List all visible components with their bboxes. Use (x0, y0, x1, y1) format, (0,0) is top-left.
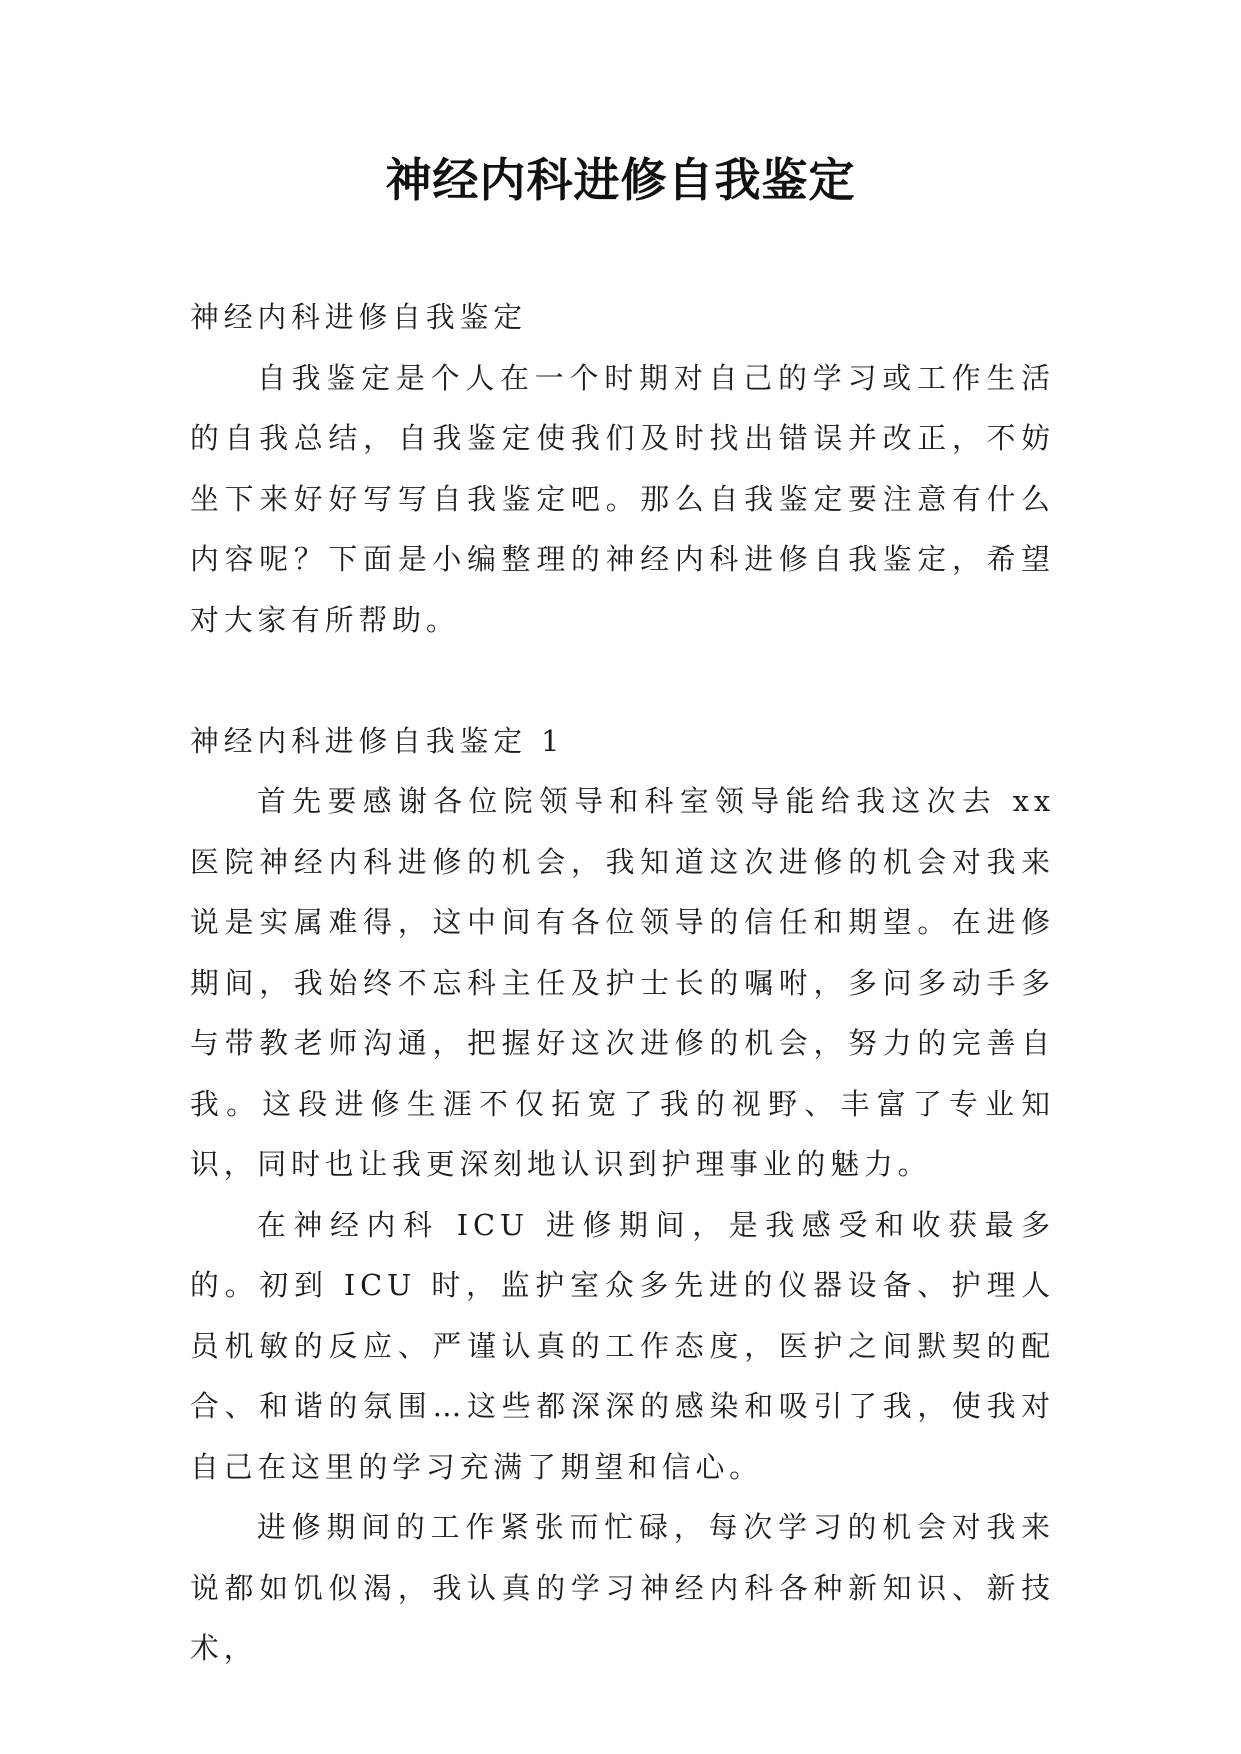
document-title: 神经内科进修自我鉴定 (385, 153, 856, 207)
document-body (190, 287, 1055, 1679)
section-paragraph: 首先要感谢各位院领导和科室领导能给我这次去 xx 医院神经内科进修的机会，我知道这次进修的机会对我来说是实属难得，这中间有各位领导的信任和期望。在进修期间，我始终不忘科主任及护士长的嘱咐，多问多动手多与带教老师沟通，把握好这次进修的机会，努力的完善自我。这段进修生涯不仅拓宽了我的视野、丰富了专业知识，同时也让我更深刻地认识到护理事业的魅力。 (190, 784, 1055, 1181)
intro-paragraph: 自我鉴定是个人在一个时期对自己的学习或工作生活的自我总结，自我鉴定使我们及时找出错误并改正，不妨坐下来好好写写自我鉴定吧。那么自我鉴定要注意有什么内容呢？下面是小编整理的神经内科进修自我鉴定，希望对大家有所帮助。 (190, 360, 1055, 637)
section-heading: 神经内科进修自我鉴定 1 (190, 723, 565, 758)
section-paragraph: 在神经内科 ICU 进修期间，是我感受和收获最多的。初到 ICU 时，监护室众多先进的仪器设备、护理人员机敏的反应、严谨认真的工作态度，医护之间默契的配合、和谐的氛围…这些都深深的感染和吸引了我，使我对自己在这里的学习充满了期望和信心。 (190, 1207, 1055, 1484)
section-paragraph: 进修期间的工作紧张而忙碌，每次学习的机会对我来说都如饥似渴，我认真的学习神经内科各种新知识、新技术， (190, 1510, 1055, 1665)
document-subtitle: 神经内科进修自我鉴定 (190, 300, 527, 334)
